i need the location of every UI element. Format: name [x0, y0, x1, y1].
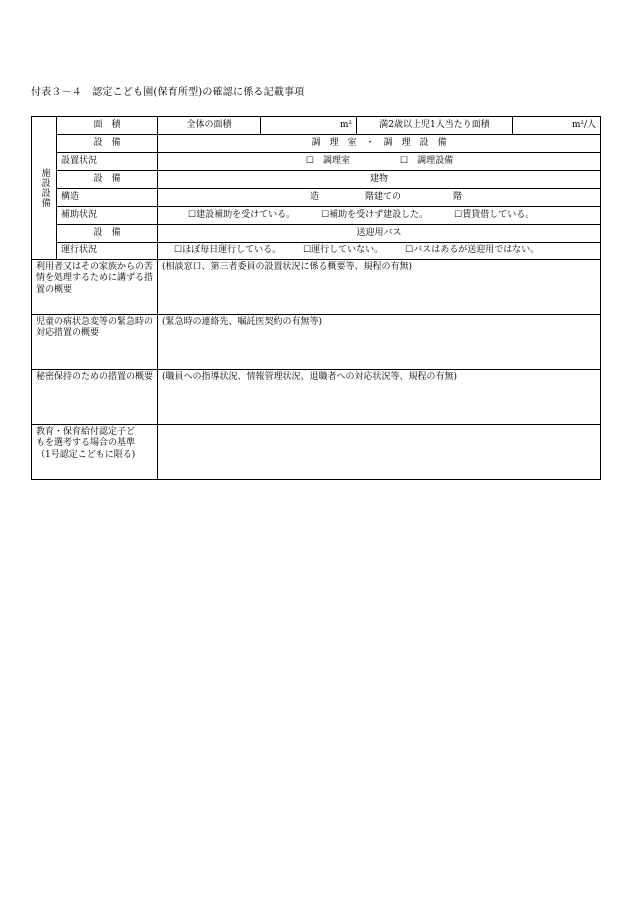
- confirmation-items-table: [31, 116, 601, 480]
- per-child-area-label: 満2歳以上児1人当たり面積: [357, 117, 513, 135]
- structure-row: [32, 189, 601, 207]
- kitchen-equipment-value: 調 理 室 ・ 調 理 設 備: [158, 135, 601, 153]
- bus-status-label: 運行状況: [57, 243, 158, 260]
- subsidy-received-checkbox[interactable]: ☐建設補助を受けている。: [188, 209, 296, 220]
- bus-equipment-label: 設 備: [57, 225, 158, 243]
- complaints-row: [32, 260, 601, 315]
- building-equipment-row: [32, 171, 601, 189]
- kitchen-equipment-row: [32, 135, 601, 153]
- complaints-note[interactable]: (相談窓口、第三者委員の設置状況に係る概要等、規程の有無): [158, 260, 601, 315]
- building-equipment-value: 建物: [158, 171, 601, 189]
- kitchen-room-checkbox[interactable]: ☐ 調理室: [305, 155, 350, 166]
- not-operating-checkbox[interactable]: ☐運行していない。: [303, 245, 384, 256]
- total-area-unit[interactable]: m²: [261, 117, 357, 135]
- subsidy-label: 補助状況: [57, 207, 158, 225]
- selection-criteria-row: [32, 425, 601, 480]
- subsidy-options: [158, 207, 601, 225]
- total-area-label: 全体の面積: [158, 117, 261, 135]
- no-subsidy-checkbox[interactable]: ☐補助を受けず建設した。: [321, 209, 429, 220]
- kitchen-status-options: [158, 153, 601, 171]
- bus-equipment-row: [32, 225, 601, 243]
- emergency-row: [32, 315, 601, 370]
- bus-equipment-value: 送迎用バス: [158, 225, 601, 243]
- structure-floors-label: 階建ての: [365, 191, 402, 202]
- complaints-label: 利用者又はその家族からの苦情を処理するために講ずる措置の概要: [32, 260, 158, 315]
- building-equipment-label: 設 備: [57, 171, 158, 189]
- area-row: [32, 117, 601, 135]
- daily-operation-checkbox[interactable]: ☐ほぼ毎日運行している。: [174, 245, 282, 256]
- per-child-area-unit[interactable]: m²/人: [513, 117, 601, 135]
- kitchen-status-row: [32, 153, 601, 171]
- emergency-note[interactable]: (緊急時の連絡先、嘱託医契約の有無等): [158, 315, 601, 370]
- confidentiality-note[interactable]: (職員への指導状況、情報管理状況、退職者への対応状況等、規程の有無): [158, 370, 601, 425]
- structure-type-suffix: 造: [309, 191, 319, 202]
- facility-label: 施設設備: [32, 117, 57, 260]
- bus-status-row: [32, 243, 601, 260]
- emergency-label: 児童の病状急変等の緊急時の対応措置の概要: [32, 315, 158, 370]
- kitchen-equipment-checkbox[interactable]: ☐ 調理設備: [400, 155, 454, 166]
- structure-value[interactable]: [158, 189, 601, 207]
- selection-criteria-note[interactable]: [158, 425, 601, 480]
- structure-floor-suffix: 階: [453, 191, 463, 202]
- lease-checkbox[interactable]: ☐賃貸借している。: [454, 209, 535, 220]
- area-label: 面 積: [57, 117, 158, 135]
- document-title: 付表３－４ 認定こども園(保育所型)の確認に係る記載事項: [31, 87, 305, 98]
- kitchen-equipment-label: 設 備: [57, 135, 158, 153]
- structure-label: 構造: [57, 189, 158, 207]
- kitchen-status-label: 設置状況: [57, 153, 158, 171]
- subsidy-row: [32, 207, 601, 225]
- confidentiality-label: 秘密保持のための措置の概要: [32, 370, 158, 425]
- not-for-transport-checkbox[interactable]: ☐バスはあるが送迎用ではない。: [405, 245, 540, 256]
- bus-status-options: [158, 243, 601, 260]
- selection-criteria-label: 教育・保育給付認定子どもを選考する場合の基準（1号認定こどもに限る): [32, 425, 158, 480]
- confidentiality-row: [32, 370, 601, 425]
